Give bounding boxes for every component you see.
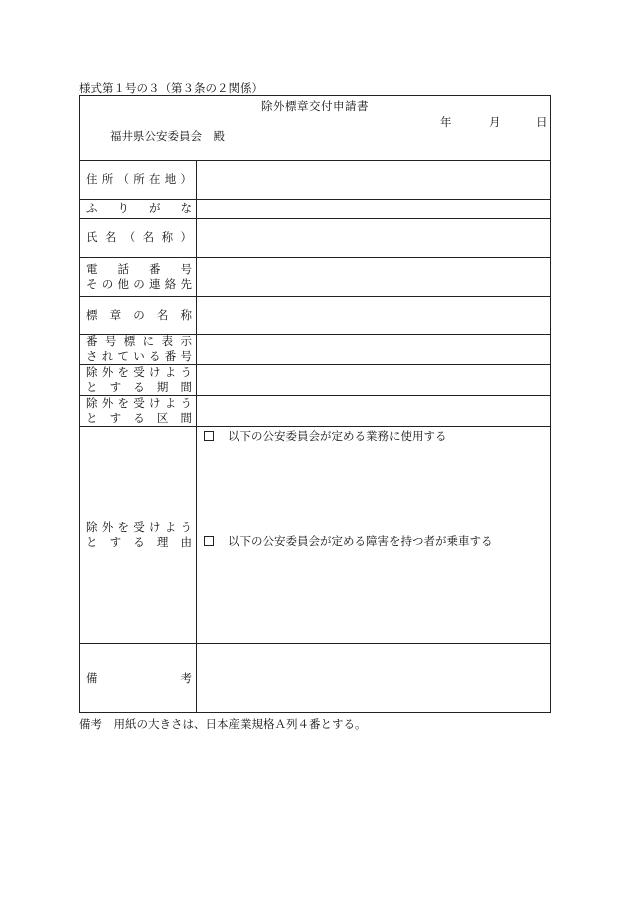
row-label-char: 番 bbox=[164, 349, 177, 363]
row-label-line bbox=[86, 396, 192, 411]
row-label-char: 除 bbox=[86, 519, 98, 534]
row-label-char: よ bbox=[164, 395, 177, 410]
row-label-char: ） bbox=[180, 230, 192, 244]
row-label bbox=[86, 160, 192, 199]
row-label-char: け bbox=[149, 395, 161, 410]
row-label-char: 除 bbox=[86, 364, 98, 379]
row-label-char: さ bbox=[86, 349, 98, 363]
row-label-char: 除 bbox=[86, 395, 98, 410]
row-label-char: す bbox=[109, 534, 122, 549]
row-label-char: 理 bbox=[156, 534, 169, 549]
row-label bbox=[86, 296, 192, 334]
row-label-line bbox=[86, 230, 192, 245]
row-label-line bbox=[86, 308, 192, 323]
row-label-char: 先 bbox=[180, 276, 192, 291]
row-label-line bbox=[86, 380, 192, 395]
row-label-char: 受 bbox=[133, 364, 145, 379]
row-label-char: る bbox=[133, 534, 145, 549]
row-label-char: け bbox=[149, 364, 161, 379]
row-label-char: 考 bbox=[180, 670, 192, 685]
form-title: 除外標章交付申請書 bbox=[261, 99, 369, 113]
row-label bbox=[86, 334, 192, 364]
row-label-char: 標 bbox=[123, 334, 136, 348]
row-label-char: る bbox=[133, 410, 145, 425]
row-label-char: う bbox=[180, 395, 192, 410]
row-label-char: 示 bbox=[180, 334, 192, 348]
row-label-char: （ bbox=[117, 172, 129, 186]
row-label-line bbox=[86, 365, 192, 380]
row-label-char: 在 bbox=[149, 172, 161, 186]
row-label-char: 外 bbox=[101, 364, 114, 379]
row-label-char: う bbox=[180, 364, 192, 379]
reason-option-label: 以下の公安委員会が定める業務に使用する bbox=[228, 429, 447, 443]
row-label-char: の bbox=[133, 307, 145, 322]
row-label-char: 番 bbox=[86, 334, 98, 348]
row-label-char: 氏 bbox=[86, 230, 98, 244]
row-label-char: 番 bbox=[149, 261, 161, 276]
row-label-char: 連 bbox=[149, 276, 161, 291]
row-label-char: 受 bbox=[133, 395, 145, 410]
date-day-label: 日 bbox=[536, 115, 548, 129]
row-label-char: よ bbox=[164, 519, 177, 534]
row-label-char: う bbox=[180, 519, 192, 534]
row-label-line bbox=[86, 277, 192, 292]
row-label-char: す bbox=[109, 379, 122, 394]
row-label-char: 備 bbox=[86, 670, 98, 685]
row-label bbox=[86, 643, 192, 713]
form-id: 様式第１号の３（第３条の２関係） bbox=[79, 81, 263, 95]
row-label-line bbox=[86, 535, 192, 550]
row-label-char: る bbox=[149, 349, 161, 363]
row-label-line bbox=[86, 520, 192, 535]
row-label-char: と bbox=[86, 410, 98, 425]
row-label-line bbox=[86, 671, 192, 686]
row-label-char: 所 bbox=[133, 172, 145, 186]
row-label-char: る bbox=[133, 379, 145, 394]
footnote: 備考 用紙の大きさは、日本産業規格Ａ列４番とする。 bbox=[79, 717, 367, 731]
row-label-char: 外 bbox=[101, 395, 114, 410]
row-label-char: ふ bbox=[86, 201, 98, 215]
row-label-char: が bbox=[149, 201, 161, 215]
row-label-char: を bbox=[117, 364, 129, 379]
addressee: 福井県公安委員会 殿 bbox=[110, 129, 225, 143]
row-label-char: 間 bbox=[180, 410, 192, 425]
row-label-char: の bbox=[133, 276, 145, 291]
row-label-char: 受 bbox=[133, 519, 145, 534]
date-month-label: 月 bbox=[489, 115, 501, 129]
row-label-char: け bbox=[149, 519, 161, 534]
row-label-char: な bbox=[180, 201, 192, 215]
column-divider bbox=[196, 160, 197, 713]
row-label-line bbox=[86, 172, 192, 187]
reason-option-label: 以下の公安委員会が定める障害を持つ者が乗車する bbox=[228, 534, 493, 548]
row-label-char: 住 bbox=[86, 172, 98, 186]
row-label-char: 区 bbox=[156, 410, 169, 425]
row-label-char: （ bbox=[123, 230, 136, 244]
row-label-char: て bbox=[117, 349, 129, 363]
row-label-char: 名 bbox=[156, 307, 169, 322]
row-label-line bbox=[86, 262, 192, 277]
row-label-char: 期 bbox=[156, 379, 169, 394]
row-label-char: す bbox=[109, 410, 122, 425]
row-label-char: と bbox=[86, 534, 98, 549]
row-label-line bbox=[86, 349, 192, 364]
row-label bbox=[86, 395, 192, 426]
row-label-char: 標 bbox=[86, 307, 98, 322]
row-label-char: を bbox=[117, 519, 129, 534]
row-label-char: 称 bbox=[180, 307, 192, 322]
checkbox-icon[interactable] bbox=[204, 536, 214, 546]
checkbox-icon[interactable] bbox=[204, 431, 214, 441]
row-label-char: 所 bbox=[101, 172, 114, 186]
row-label-char: 話 bbox=[117, 261, 129, 276]
row-label-line bbox=[86, 411, 192, 426]
row-label bbox=[86, 257, 192, 296]
row-label-char: 名 bbox=[142, 230, 155, 244]
row-label bbox=[86, 364, 192, 395]
row-label-char: 間 bbox=[180, 379, 192, 394]
row-label-char: い bbox=[133, 349, 145, 363]
row-label-char: 地 bbox=[164, 172, 177, 186]
row-label-char: り bbox=[117, 201, 129, 215]
row-label-char: と bbox=[86, 379, 98, 394]
row-label-char: 電 bbox=[86, 261, 98, 276]
row-label-char: 号 bbox=[180, 349, 192, 363]
row-label-char: 他 bbox=[117, 276, 129, 291]
row-label-char: に bbox=[142, 334, 155, 348]
date-year-label: 年 bbox=[440, 115, 452, 129]
row-label-char: 由 bbox=[180, 534, 192, 549]
row-label bbox=[86, 218, 192, 257]
row-label bbox=[86, 426, 192, 643]
row-label-char: 章 bbox=[109, 307, 122, 322]
row-label-char: れ bbox=[101, 349, 114, 363]
row-label-char: の bbox=[101, 276, 114, 291]
row-label-char: を bbox=[117, 395, 129, 410]
row-label-line bbox=[86, 334, 192, 349]
row-label bbox=[86, 199, 192, 218]
row-label-char: 表 bbox=[161, 334, 174, 348]
reason-option-disability[interactable] bbox=[204, 533, 493, 549]
row-label-char: 絡 bbox=[164, 276, 177, 291]
row-label-char: 称 bbox=[161, 230, 174, 244]
row-label-char: そ bbox=[86, 276, 98, 291]
row-label-char: 名 bbox=[104, 230, 117, 244]
row-label-line bbox=[86, 201, 192, 216]
row-label-char: ） bbox=[180, 172, 192, 186]
row-label-char: 号 bbox=[180, 261, 192, 276]
reason-option-business[interactable] bbox=[204, 428, 447, 444]
row-label-char: 外 bbox=[101, 519, 114, 534]
row-label-char: 号 bbox=[104, 334, 117, 348]
row-label-char: よ bbox=[164, 364, 177, 379]
